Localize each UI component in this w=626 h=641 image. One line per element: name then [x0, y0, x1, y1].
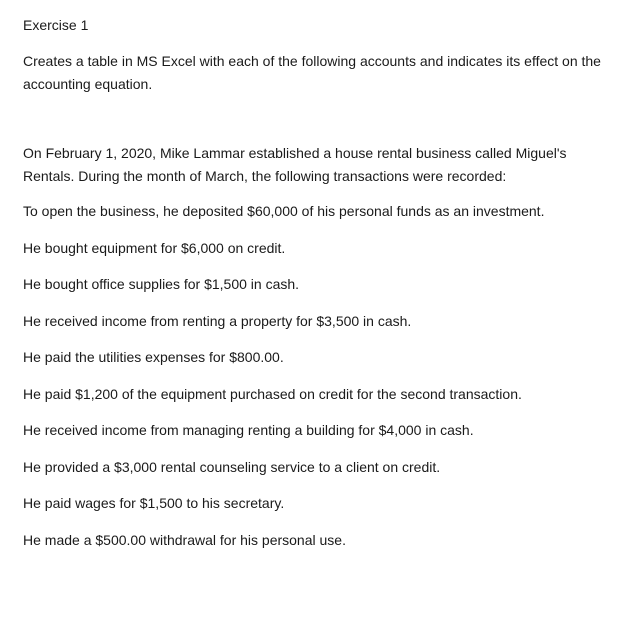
transaction-item: He received income from managing renting a building for $4,000 in cash. — [23, 422, 474, 438]
transaction-item: He bought equipment for $6,000 on credit. — [23, 239, 286, 256]
transaction-item: He bought office supplies for $1,500 in cash. — [23, 276, 300, 292]
transaction-list — [23, 202, 544, 567]
transaction-item: To open the business, he deposited $60,000 of his personal funds as an investment. — [23, 203, 545, 219]
transaction-item: He made a $500.00 withdrawal for his personal use. — [23, 531, 346, 548]
exercise-intro: On February 1, 2020, Mike Lammar established a house rental business called Miguel's Rentals. During the month of March, the following transactions were recorded: — [23, 145, 567, 184]
transaction-item: He provided a $3,000 rental counseling service to a client on credit. — [23, 458, 441, 475]
transaction-item: He paid $1,200 of the equipment purchased on credit for the second transaction. — [23, 385, 522, 402]
transaction-item: He received income from renting a property for $3,500 in cash. — [23, 312, 412, 329]
exercise-title: Exercise 1 — [23, 17, 89, 33]
transaction-item: He paid the utilities expenses for $800.00. — [23, 349, 284, 365]
exercise-instruction: Creates a table in MS Excel with each of the following accounts and indicates its effect on the accounting equation. — [23, 53, 601, 92]
transaction-item: He paid wages for $1,500 to his secretary. — [23, 495, 285, 511]
